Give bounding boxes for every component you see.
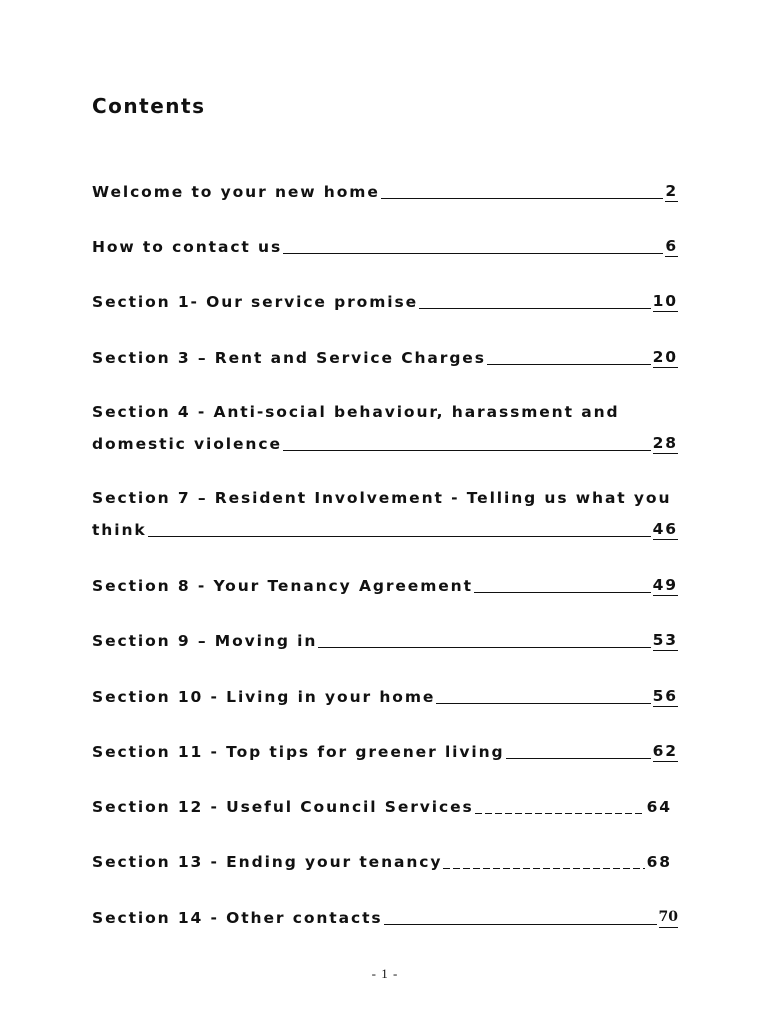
toc-entry-welcome[interactable] [92,178,678,202]
toc-entry-section-4[interactable] [92,430,678,454]
toc-entry-section-3[interactable] [92,344,678,368]
toc-page-number: 62 [652,742,678,760]
toc-leader [318,646,650,648]
toc-entry-text: Section 1- Our service promise [92,293,419,311]
toc-entry-section-8[interactable] [92,572,678,596]
toc-entry-text: Section 9 – Moving in [92,632,318,650]
toc-leader [487,363,651,365]
toc-entry-section-7-line1[interactable]: Section 7 – Resident Involvement - Telling us what you [92,489,672,507]
toc-page-number: 49 [652,576,678,594]
toc-entry-section-13[interactable] [92,848,672,872]
toc-leader [506,757,651,759]
toc-leader [443,868,644,870]
toc-leader [384,923,657,925]
toc-entry-section-10[interactable] [92,683,678,707]
toc-page-number: 2 [665,182,678,200]
toc-entry-text: Welcome to your new home [92,183,380,201]
page-title: Contents [92,94,206,118]
toc-entry-section-7[interactable] [92,516,678,540]
toc-entry-section-14[interactable] [92,904,678,928]
toc-entry-text: Section 11 - Top tips for greener living [92,743,505,761]
toc-entry-section-1[interactable] [92,288,678,312]
toc-entry-section-11[interactable] [92,738,678,762]
toc-page-number: 70 [659,907,678,928]
toc-leader [474,591,651,593]
page-number-footer: - 1 - [371,966,399,981]
toc-entry-text: Section 3 – Rent and Service Charges [92,349,486,367]
toc-page-number: 64 [646,798,672,816]
toc-entry-text: think [92,521,147,539]
toc-leader [419,307,651,309]
toc-page-number: 20 [652,348,678,366]
toc-entry-section-4-line1[interactable]: Section 4 - Anti-social behaviour, harassment and [92,403,620,421]
toc-entry-text: Section 12 - Useful Council Services [92,798,474,816]
toc-page-number: 56 [652,687,678,705]
toc-entry-text: domestic violence [92,435,282,453]
toc-entry-contact[interactable] [92,233,678,257]
toc-leader [381,197,664,199]
toc-page-number: 68 [646,853,672,871]
toc-page-number: 6 [665,237,678,255]
toc-leader [283,252,663,254]
toc-entry-text: Section 10 - Living in your home [92,688,436,706]
toc-entry-text: Section 13 - Ending your tenancy [92,853,443,871]
toc-page-number: 28 [652,434,678,452]
toc-leader [283,449,651,451]
toc-leader [475,813,645,815]
toc-page-number: 46 [652,520,678,538]
toc-leader [436,702,650,704]
toc-entry-text: How to contact us [92,238,283,256]
toc-entry-text: Section 14 - Other contacts [92,909,383,927]
toc-leader [148,535,651,537]
toc-page-number: 10 [652,292,678,310]
toc-entry-section-12[interactable] [92,793,672,817]
toc-page-number: 53 [652,631,678,649]
toc-entry-section-9[interactable] [92,627,678,651]
toc-entry-text: Section 8 - Your Tenancy Agreement [92,577,473,595]
